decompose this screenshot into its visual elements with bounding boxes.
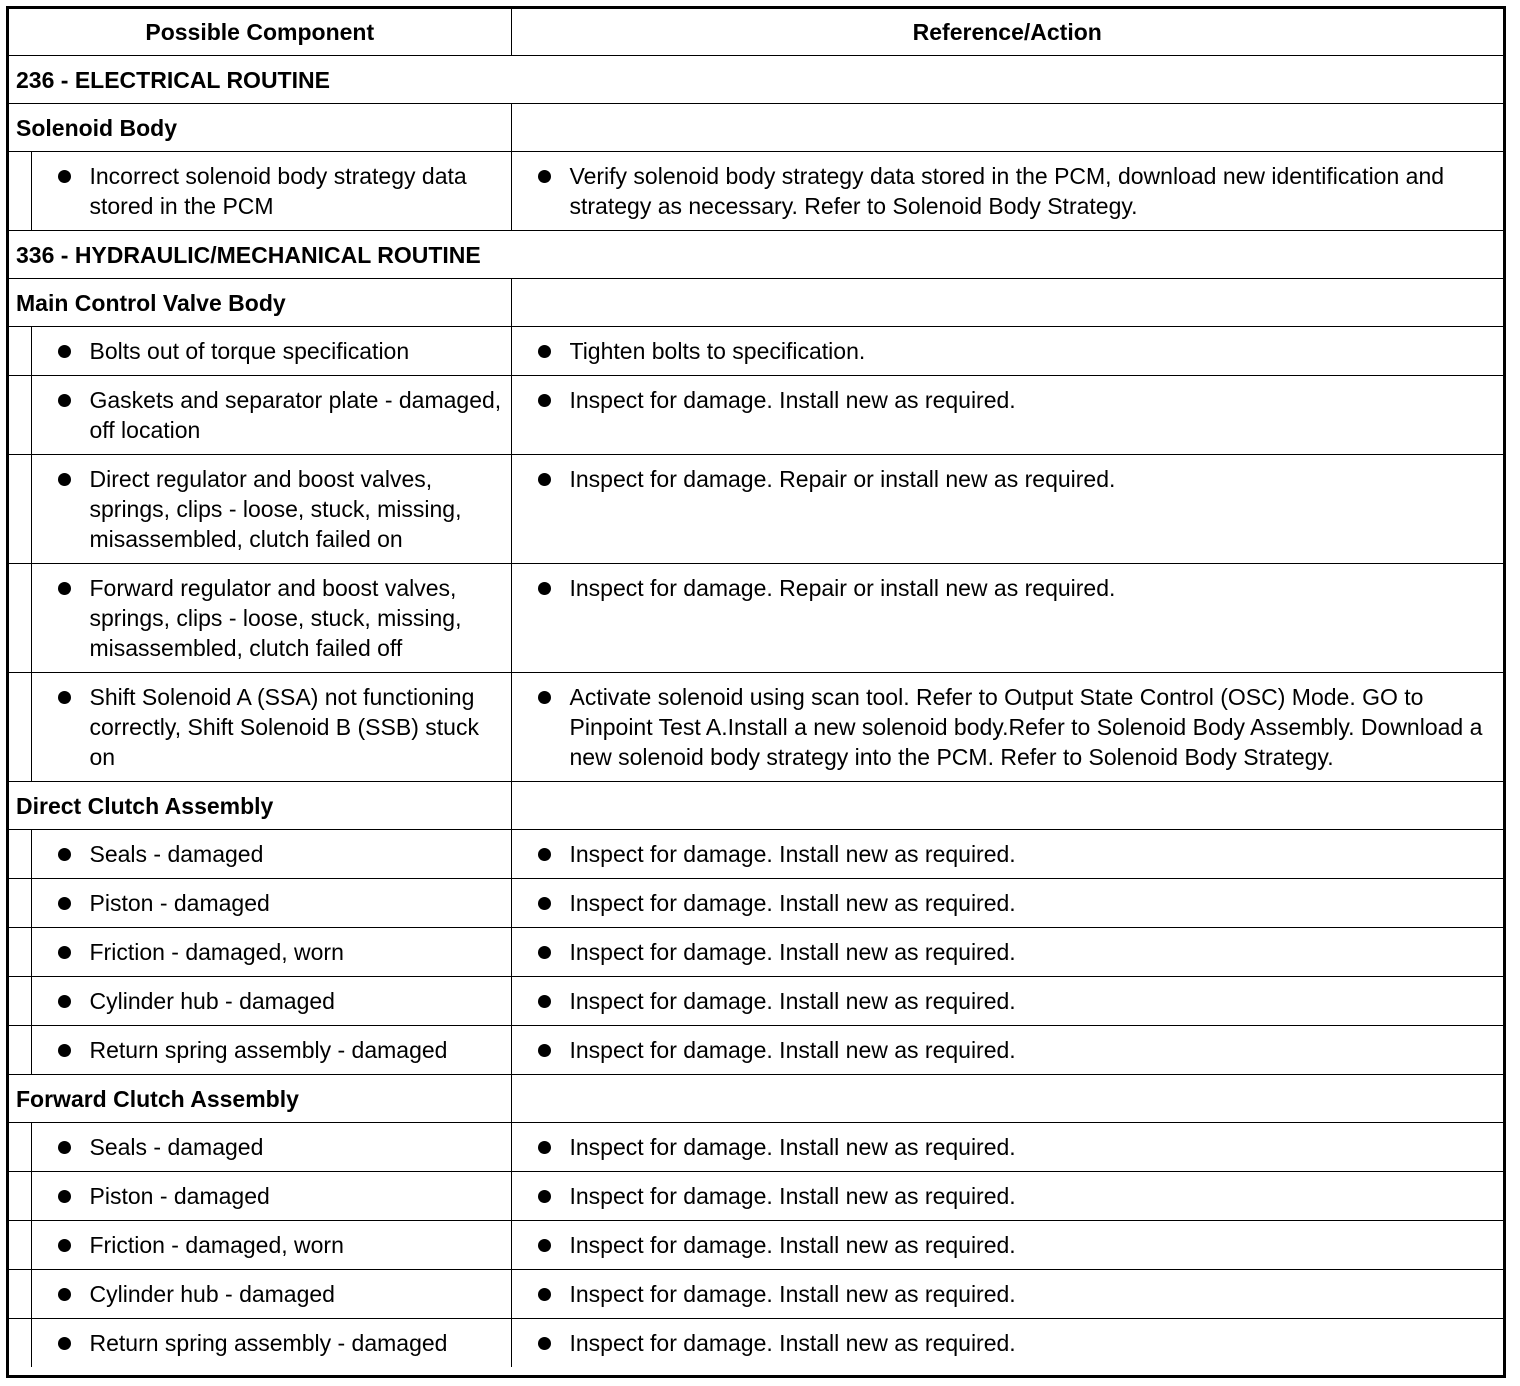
reference-entry [512, 464, 1504, 494]
component-cell [31, 1319, 511, 1368]
table-body [9, 56, 1503, 1368]
bullet-icon [538, 170, 551, 183]
reference-entry [512, 1230, 1504, 1260]
reference-text: Inspect for damage. Repair or install new as required. [569, 575, 1116, 601]
component-entry [32, 161, 511, 221]
reference-entry [512, 1181, 1504, 1211]
reference-cell [511, 1123, 1503, 1172]
reference-text: Inspect for damage. Install new as required. [569, 1134, 1016, 1160]
bullet-icon [58, 394, 71, 407]
reference-cell [511, 879, 1503, 928]
reference-text: Inspect for damage. Install new as required. [569, 387, 1016, 413]
indent-cell [9, 152, 31, 231]
indent-cell [9, 327, 31, 376]
table-row [9, 564, 1503, 673]
table-row [9, 928, 1503, 977]
table-row [9, 455, 1503, 564]
group-label: Main Control Valve Body [9, 279, 511, 327]
component-entry [32, 336, 511, 366]
component-entry [32, 1132, 511, 1162]
component-cell [31, 152, 511, 231]
reference-cell [511, 673, 1503, 782]
table-row [9, 830, 1503, 879]
reference-entry [512, 573, 1504, 603]
indent-cell [9, 1270, 31, 1319]
bullet-icon [58, 1337, 71, 1350]
component-cell [31, 455, 511, 564]
component-text: Gaskets and separator plate - damaged, off location [89, 387, 502, 443]
reference-text: Inspect for damage. Install new as required. [569, 1037, 1016, 1063]
bullet-icon [538, 1141, 551, 1154]
table-row [9, 1123, 1503, 1172]
bullet-icon [538, 995, 551, 1008]
reference-text: Inspect for damage. Install new as required. [569, 988, 1016, 1014]
bullet-icon [538, 946, 551, 959]
reference-cell [511, 1270, 1503, 1319]
diagnostic-table-frame [6, 6, 1506, 1378]
reference-cell [511, 1221, 1503, 1270]
bullet-icon [58, 1141, 71, 1154]
indent-cell [9, 1221, 31, 1270]
bullet-icon [538, 394, 551, 407]
reference-cell [511, 564, 1503, 673]
component-text: Piston - damaged [89, 890, 270, 916]
indent-cell [9, 564, 31, 673]
header-row [9, 9, 1503, 56]
reference-cell [511, 376, 1503, 455]
header-reference: Reference/Action [511, 9, 1503, 56]
section-row [9, 231, 1503, 279]
bullet-icon [58, 473, 71, 486]
group-label: Solenoid Body [9, 104, 511, 152]
reference-cell [511, 327, 1503, 376]
table-row [9, 1172, 1503, 1221]
bullet-icon [58, 345, 71, 358]
table-row [9, 152, 1503, 231]
bullet-icon [538, 1044, 551, 1057]
reference-cell [511, 928, 1503, 977]
reference-cell [511, 1319, 1503, 1368]
bullet-icon [58, 1288, 71, 1301]
component-text: Friction - damaged, worn [89, 1232, 344, 1258]
table-row [9, 1221, 1503, 1270]
component-entry [32, 682, 511, 772]
component-cell [31, 376, 511, 455]
section-title: 336 - HYDRAULIC/MECHANICAL ROUTINE [9, 231, 1503, 279]
component-entry [32, 986, 511, 1016]
indent-cell [9, 977, 31, 1026]
indent-cell [9, 376, 31, 455]
component-cell [31, 1123, 511, 1172]
section-row [9, 56, 1503, 104]
reference-entry [512, 161, 1504, 221]
component-cell [31, 564, 511, 673]
group-row [9, 782, 1503, 830]
reference-cell [511, 152, 1503, 231]
bullet-icon [538, 691, 551, 704]
reference-entry [512, 336, 1504, 366]
reference-entry [512, 1328, 1504, 1358]
component-cell [31, 1270, 511, 1319]
group-reference-empty [511, 782, 1503, 830]
table-row [9, 1026, 1503, 1075]
component-text: Return spring assembly - damaged [89, 1330, 448, 1356]
bullet-icon [538, 1337, 551, 1350]
component-cell [31, 1172, 511, 1221]
group-row [9, 279, 1503, 327]
component-entry [32, 385, 511, 445]
bullet-icon [538, 1288, 551, 1301]
diagnostic-table [9, 9, 1503, 1367]
reference-cell [511, 977, 1503, 1026]
component-cell [31, 327, 511, 376]
bullet-icon [58, 995, 71, 1008]
component-entry [32, 1328, 511, 1358]
reference-entry [512, 1279, 1504, 1309]
indent-cell [9, 1172, 31, 1221]
component-text: Cylinder hub - damaged [89, 988, 335, 1014]
indent-cell [9, 673, 31, 782]
reference-cell [511, 830, 1503, 879]
component-cell [31, 977, 511, 1026]
indent-cell [9, 928, 31, 977]
bullet-icon [58, 897, 71, 910]
reference-text: Inspect for damage. Install new as required. [569, 1232, 1016, 1258]
indent-cell [9, 879, 31, 928]
component-text: Seals - damaged [89, 841, 264, 867]
reference-text: Inspect for damage. Install new as required. [569, 939, 1016, 965]
reference-cell [511, 1026, 1503, 1075]
reference-entry [512, 986, 1504, 1016]
group-label: Forward Clutch Assembly [9, 1075, 511, 1123]
group-reference-empty [511, 279, 1503, 327]
reference-text: Inspect for damage. Install new as required. [569, 1281, 1016, 1307]
component-text: Return spring assembly - damaged [89, 1037, 448, 1063]
bullet-icon [538, 1190, 551, 1203]
component-text: Direct regulator and boost valves, springs, clips - loose, stuck, missing, misassembled, clutch failed on [89, 466, 462, 552]
reference-text: Activate solenoid using scan tool. Refer to Output State Control (OSC) Mode. GO to Pinpoint Test A.Install a new solenoid body.Refer to Solenoid Body Assembly. Download a new solenoid body strategy into the PCM. Refer to Solenoid Body Strategy. [569, 684, 1483, 770]
bullet-icon [538, 345, 551, 358]
component-text: Piston - damaged [89, 1183, 270, 1209]
reference-text: Inspect for damage. Install new as required. [569, 841, 1016, 867]
component-text: Friction - damaged, worn [89, 939, 344, 965]
reference-entry [512, 682, 1504, 772]
bullet-icon [538, 473, 551, 486]
component-text: Incorrect solenoid body strategy data stored in the PCM [89, 163, 467, 219]
reference-text: Verify solenoid body strategy data stored in the PCM, download new identification and strategy as necessary. Refer to Solenoid Body Strategy. [569, 163, 1445, 219]
component-entry [32, 464, 511, 554]
component-entry [32, 937, 511, 967]
bullet-icon [58, 848, 71, 861]
component-cell [31, 830, 511, 879]
reference-entry [512, 385, 1504, 415]
component-cell [31, 1221, 511, 1270]
reference-text: Inspect for damage. Install new as required. [569, 1183, 1016, 1209]
component-text: Shift Solenoid A (SSA) not functioning correctly, Shift Solenoid B (SSB) stuck on [89, 684, 479, 770]
group-row [9, 1075, 1503, 1123]
table-row [9, 1319, 1503, 1368]
component-text: Forward regulator and boost valves, springs, clips - loose, stuck, missing, misassembled, clutch failed off [89, 575, 462, 661]
component-text: Bolts out of torque specification [89, 338, 410, 364]
reference-cell [511, 455, 1503, 564]
bullet-icon [58, 1190, 71, 1203]
reference-text: Inspect for damage. Repair or install new as required. [569, 466, 1116, 492]
component-entry [32, 1035, 511, 1065]
bullet-icon [58, 946, 71, 959]
bullet-icon [538, 848, 551, 861]
component-entry [32, 839, 511, 869]
indent-cell [9, 455, 31, 564]
component-cell [31, 928, 511, 977]
section-title: 236 - ELECTRICAL ROUTINE [9, 56, 1503, 104]
bullet-icon [58, 1044, 71, 1057]
reference-entry [512, 839, 1504, 869]
group-row [9, 104, 1503, 152]
reference-cell [511, 1172, 1503, 1221]
reference-entry [512, 937, 1504, 967]
reference-text: Inspect for damage. Install new as required. [569, 1330, 1016, 1356]
table-row [9, 376, 1503, 455]
bullet-icon [538, 582, 551, 595]
component-cell [31, 673, 511, 782]
group-reference-empty [511, 1075, 1503, 1123]
indent-cell [9, 1026, 31, 1075]
header-component: Possible Component [9, 9, 511, 56]
component-cell [31, 879, 511, 928]
group-reference-empty [511, 104, 1503, 152]
component-entry [32, 1181, 511, 1211]
bullet-icon [58, 170, 71, 183]
bullet-icon [538, 897, 551, 910]
component-entry [32, 1279, 511, 1309]
reference-entry [512, 1132, 1504, 1162]
component-text: Cylinder hub - damaged [89, 1281, 335, 1307]
reference-entry [512, 1035, 1504, 1065]
reference-entry [512, 888, 1504, 918]
table-row [9, 977, 1503, 1026]
bullet-icon [538, 1239, 551, 1252]
indent-cell [9, 1319, 31, 1368]
component-entry [32, 888, 511, 918]
indent-cell [9, 1123, 31, 1172]
table-row [9, 879, 1503, 928]
component-entry [32, 573, 511, 663]
table-row [9, 327, 1503, 376]
table-row [9, 1270, 1503, 1319]
bullet-icon [58, 582, 71, 595]
bullet-icon [58, 691, 71, 704]
reference-text: Inspect for damage. Install new as required. [569, 890, 1016, 916]
reference-text: Tighten bolts to specification. [569, 338, 866, 364]
component-entry [32, 1230, 511, 1260]
indent-cell [9, 830, 31, 879]
component-cell [31, 1026, 511, 1075]
group-label: Direct Clutch Assembly [9, 782, 511, 830]
bullet-icon [58, 1239, 71, 1252]
table-row [9, 673, 1503, 782]
component-text: Seals - damaged [89, 1134, 264, 1160]
